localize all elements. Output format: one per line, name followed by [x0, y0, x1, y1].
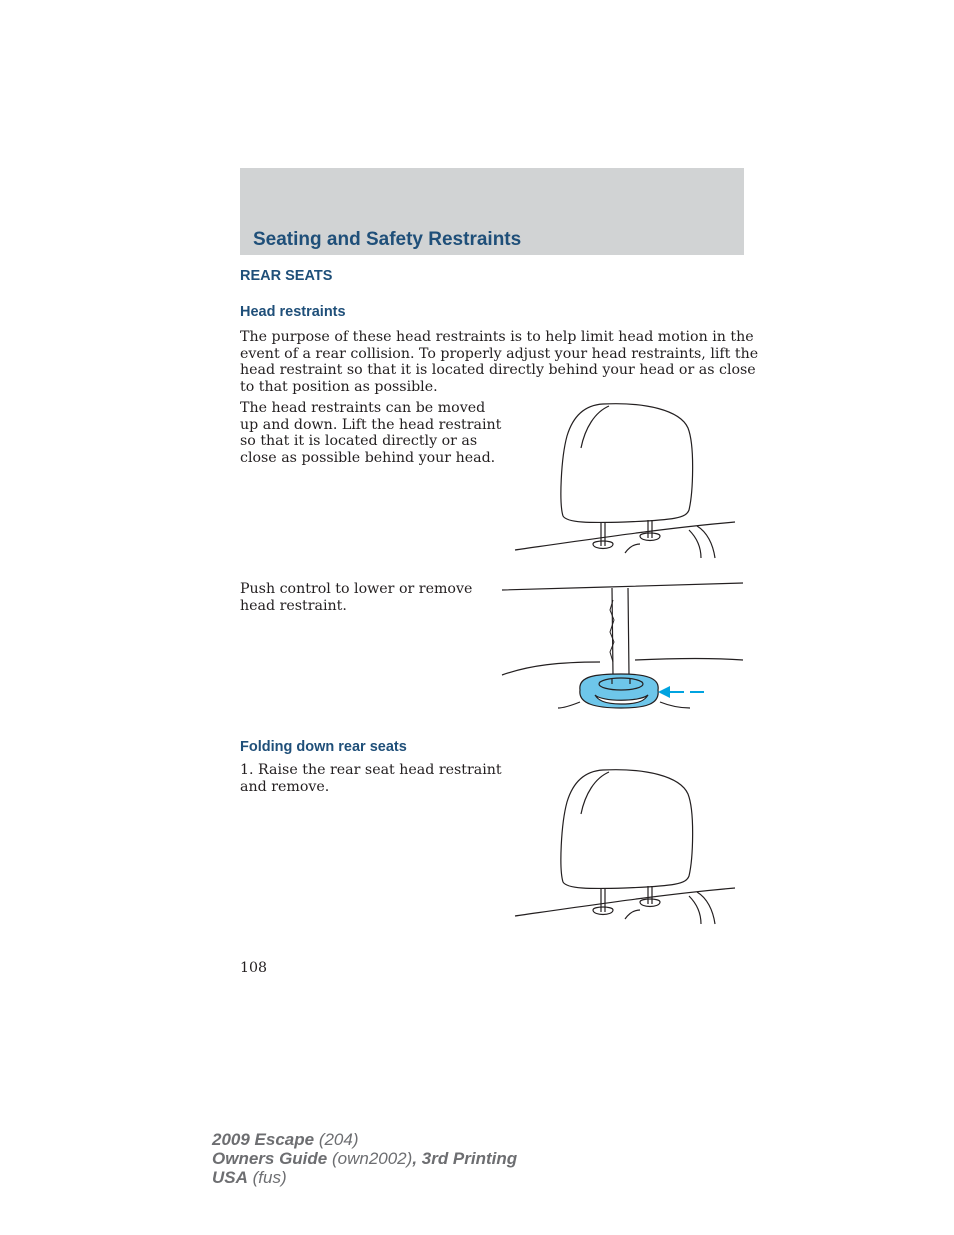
- text-line: up and down. Lift the head restraint: [240, 416, 502, 433]
- footer-model-code: (204): [314, 1130, 359, 1149]
- footer-guide-code: (own2002): [327, 1149, 413, 1168]
- folding-rear-seats-heading: Folding down rear seats: [240, 739, 407, 755]
- footer-line-2: [212, 1149, 517, 1168]
- footer-printing: , 3rd Printing: [412, 1149, 518, 1168]
- head-restraints-heading: Head restraints: [240, 304, 346, 320]
- text-line: so that it is located directly or as: [240, 433, 478, 449]
- text-line: to that position as possible.: [240, 378, 438, 395]
- text-line: event of a rear collision. To properly adjust your head restraints, lift the: [240, 345, 759, 362]
- footer-line-1: [212, 1130, 517, 1149]
- text-line: Push control to lower or remove: [240, 581, 473, 597]
- footer-market: USA: [212, 1168, 248, 1187]
- footer-model: 2009 Escape: [212, 1130, 315, 1149]
- text-line: head restraint.: [240, 597, 347, 614]
- push-control-text: [240, 581, 472, 614]
- page-number: 108: [240, 960, 268, 976]
- head-restraint-illustration: [505, 764, 745, 926]
- folding-step-1: [240, 762, 502, 795]
- release-button-illustration: [500, 580, 745, 720]
- text-line: The purpose of these head restraints is to help limit head motion in the: [240, 329, 754, 345]
- footer: [212, 1130, 517, 1187]
- text-line: head restraint so that it is located directly behind your head or as close: [240, 362, 756, 378]
- text-line: close as possible behind your head.: [240, 449, 496, 466]
- section-title: Seating and Safety Restraints: [253, 229, 522, 250]
- footer-guide: Owners Guide: [212, 1149, 328, 1168]
- head-restraints-intro: [240, 329, 758, 395]
- rear-seats-heading: REAR SEATS: [240, 268, 333, 284]
- footer-market-code: (fus): [247, 1168, 287, 1187]
- section-header-band: [240, 168, 744, 255]
- text-line: and remove.: [240, 778, 330, 795]
- head-restraints-adjust-text: [240, 400, 501, 466]
- text-line: The head restraints can be moved: [240, 400, 486, 416]
- head-restraint-illustration: [505, 398, 745, 560]
- text-line: 1. Raise the rear seat head restraint: [240, 762, 502, 778]
- footer-line-3: [212, 1168, 517, 1187]
